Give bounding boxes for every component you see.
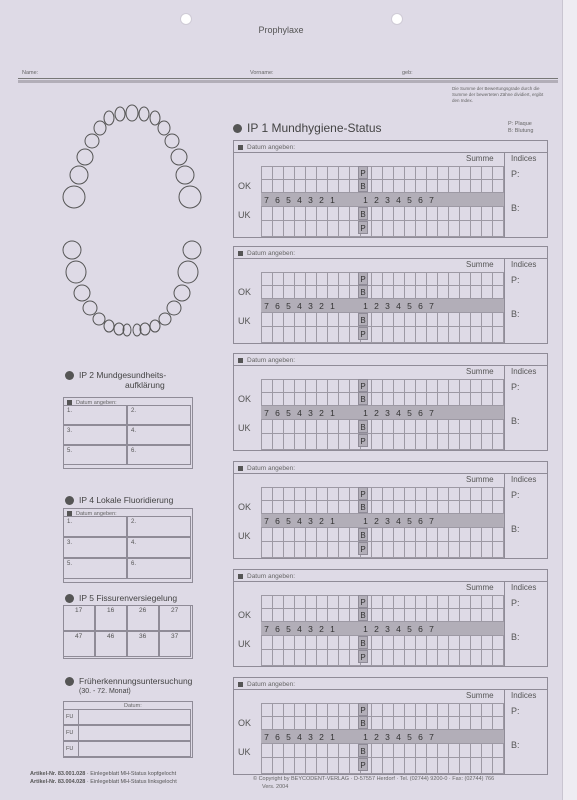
date-cell[interactable] (63, 405, 127, 425)
tooth-number: 7 (264, 731, 269, 742)
cell-number: 3. (67, 540, 73, 546)
tooth-number: 4 (396, 731, 401, 742)
form-title: Prophylaxe (258, 25, 304, 35)
date-cell[interactable] (127, 445, 191, 465)
tooth-number: 1 (363, 515, 368, 526)
tooth-number: 2 (319, 731, 324, 742)
ok-label: OK (238, 718, 252, 728)
footer-version: Vers. 2004 (262, 784, 289, 790)
tooth-number: 5 (407, 731, 412, 742)
tooth-number: 4 (297, 515, 302, 526)
card-header-line (234, 258, 547, 259)
b-index-label: B: (511, 309, 520, 319)
tooth-number: 7 (429, 300, 434, 311)
tooth-number: 3 (308, 731, 313, 742)
tooth-number: 3 (385, 515, 390, 526)
indices-divider (504, 581, 505, 666)
ip4-title: IP 4 Lokale Fluoridierung (65, 495, 173, 505)
grid-row-line (261, 557, 504, 558)
tooth-number: 4 (297, 407, 302, 418)
tooth-label: 46 (107, 633, 115, 640)
tooth-number: 4 (396, 194, 401, 205)
cell-number: 4. (131, 540, 137, 546)
fu-row[interactable] (63, 741, 191, 757)
b-marker-bottom: B (358, 420, 368, 433)
grid-row-line (261, 449, 504, 450)
indices-divider (504, 258, 505, 343)
tooth-number: 6 (275, 731, 280, 742)
tooth-number: 5 (286, 623, 291, 634)
cell-number: 1. (67, 408, 73, 414)
tooth-number: 5 (407, 623, 412, 634)
card-header-line (234, 473, 547, 474)
ok-label: OK (238, 287, 252, 297)
p-marker-top: P (358, 487, 368, 500)
tooth-label: 26 (139, 607, 147, 614)
punch-hole-left (180, 13, 192, 25)
tooth-number: 6 (418, 731, 423, 742)
tooth-number: 4 (297, 623, 302, 634)
tooth-number: 5 (407, 300, 412, 311)
summe-label: Summe (466, 154, 494, 163)
teeth-number-bar (261, 514, 504, 527)
legend-plaque: P: Plaque (508, 121, 532, 127)
tooth-number: 4 (396, 300, 401, 311)
p-marker-top: P (358, 595, 368, 608)
card-header-line (234, 689, 547, 690)
ip5-title: IP 5 Fissurenversiegelung (65, 593, 177, 603)
p-marker-bottom: P (358, 221, 368, 234)
name-line (18, 78, 558, 79)
uk-label: UK (238, 316, 251, 326)
cell-number: 4. (131, 428, 137, 434)
tooth-number: 6 (418, 623, 423, 634)
tooth-number: 1 (330, 300, 335, 311)
tooth-number: 7 (429, 194, 434, 205)
tooth-number: 2 (374, 300, 379, 311)
date-label: Datum angeben: (238, 465, 295, 472)
uk-label: UK (238, 747, 251, 757)
tooth-number: 3 (308, 407, 313, 418)
p-marker-bottom: P (358, 327, 368, 340)
indices-divider (504, 473, 505, 558)
tooth-number: 2 (374, 731, 379, 742)
summe-label: Summe (466, 260, 494, 269)
tooth-number: 2 (374, 194, 379, 205)
card-header-line (234, 152, 547, 153)
tooth-number: 4 (297, 300, 302, 311)
bullet-icon (233, 124, 242, 133)
b-marker-top: B (358, 285, 368, 298)
ok-label: OK (238, 181, 252, 191)
b-marker-bottom: B (358, 744, 368, 757)
tooth-number: 1 (330, 623, 335, 634)
ip2-title: IP 2 Mundgesundheits- aufklärung (65, 370, 166, 390)
b-index-label: B: (511, 203, 520, 213)
tooth-label: 37 (171, 633, 179, 640)
punch-hole-right (391, 13, 403, 25)
summe-label: Summe (466, 691, 494, 700)
cell-number: 1. (67, 519, 73, 525)
ip1-card[interactable] (233, 461, 548, 559)
tooth-number: 6 (275, 407, 280, 418)
dental-chart-icon (52, 100, 212, 340)
card-header-line (234, 365, 547, 366)
b-index-label: B: (511, 524, 520, 534)
date-cell[interactable] (63, 516, 127, 537)
date-label: Datum angeben: (238, 573, 295, 580)
p-marker-bottom: P (358, 650, 368, 663)
tooth-number: 3 (385, 623, 390, 634)
name-label: Name: (22, 70, 39, 76)
fu-title: Früherkennungsuntersuchung (30. - 72. Monat) (65, 677, 192, 696)
tooth-number: 2 (374, 407, 379, 418)
p-marker-bottom: P (358, 542, 368, 555)
ok-label: OK (238, 394, 252, 404)
tooth-number: 6 (275, 194, 280, 205)
indices-divider (504, 365, 505, 450)
teeth-number-bar (261, 193, 504, 206)
indices-divider (504, 152, 505, 237)
tooth-number: 3 (385, 300, 390, 311)
tooth-number: 5 (286, 300, 291, 311)
b-marker-top: B (358, 716, 368, 729)
b-index-label: B: (511, 632, 520, 642)
b-marker-bottom: B (358, 528, 368, 541)
footer-article-2: Artikel-Nr. 83.004.028 · Einlegeblatt MH-Status linksgelocht (30, 779, 177, 785)
p-marker-bottom: P (358, 758, 368, 771)
teeth-number-bar (261, 730, 504, 743)
grid-row-line (261, 236, 504, 237)
date-cell[interactable] (63, 425, 127, 445)
uk-label: UK (238, 210, 251, 220)
tooth-number: 4 (396, 515, 401, 526)
tooth-number: 5 (286, 731, 291, 742)
fu-divider (78, 741, 79, 757)
p-index-label: P: (511, 598, 520, 608)
uk-label: UK (238, 639, 251, 649)
indices-label: Indices (511, 583, 537, 592)
date-cell[interactable] (63, 537, 127, 558)
ok-label: OK (238, 502, 252, 512)
page-edge (562, 0, 577, 800)
card-header-line (234, 581, 547, 582)
tooth-number: 3 (308, 194, 313, 205)
grid-row-line (261, 342, 504, 343)
ok-label: OK (238, 610, 252, 620)
bullet-icon (65, 677, 74, 686)
ip1-title: IP 1 Mundhygiene-Status (233, 121, 382, 135)
date-cell[interactable] (127, 516, 191, 537)
tooth-number: 1 (363, 623, 368, 634)
tooth-number: 1 (363, 731, 368, 742)
p-marker-top: P (358, 272, 368, 285)
tooth-number: 1 (330, 731, 335, 742)
vorname-label: Vorname: (250, 70, 274, 76)
grid-row-line (261, 665, 504, 666)
date-label: Datum angeben: (238, 681, 295, 688)
indices-label: Indices (511, 367, 537, 376)
ip1-card[interactable] (233, 140, 548, 238)
tooth-number: 5 (407, 407, 412, 418)
b-marker-top: B (358, 500, 368, 513)
tooth-label: 27 (171, 607, 179, 614)
tooth-number: 3 (385, 194, 390, 205)
tooth-number: 4 (297, 731, 302, 742)
tooth-number: 7 (429, 623, 434, 634)
cell-number: 2. (131, 408, 137, 414)
date-cell[interactable] (127, 537, 191, 558)
fu-divider (78, 709, 79, 725)
header-band (18, 80, 558, 83)
uk-label: UK (238, 531, 251, 541)
tooth-number: 6 (275, 623, 280, 634)
tooth-number: 3 (385, 731, 390, 742)
tooth-number: 5 (286, 407, 291, 418)
legend-blutung: B: Blutung (508, 128, 534, 134)
tooth-number: 3 (385, 407, 390, 418)
tooth-number: 5 (286, 515, 291, 526)
indices-divider (504, 689, 505, 774)
tooth-number: 2 (374, 515, 379, 526)
tooth-number: 1 (363, 194, 368, 205)
summe-label: Summe (466, 475, 494, 484)
date-label: Datum angeben: (238, 357, 295, 364)
tooth-number: 7 (264, 194, 269, 205)
ip2-date-label: Datum angeben: (67, 400, 117, 406)
fu-row[interactable] (63, 709, 191, 725)
tooth-number: 2 (319, 623, 324, 634)
ip1-card[interactable] (233, 246, 548, 344)
b-marker-bottom: B (358, 207, 368, 220)
tooth-number: 6 (418, 407, 423, 418)
index-note: Die Summe der Bewertungsgrade durch die Summe der bewerteten Zähne dividiert, ergibt den Index. (452, 86, 544, 103)
tooth-number: 3 (308, 623, 313, 634)
date-cell[interactable] (127, 405, 191, 425)
teeth-number-bar (261, 622, 504, 635)
p-index-label: P: (511, 706, 520, 716)
tooth-label: 16 (107, 607, 115, 614)
indices-label: Indices (511, 260, 537, 269)
grid-row-line (261, 773, 504, 774)
tooth-number: 6 (275, 300, 280, 311)
tooth-number: 1 (363, 300, 368, 311)
tooth-number: 6 (418, 300, 423, 311)
fu-row[interactable] (63, 725, 191, 741)
tooth-number: 7 (264, 623, 269, 634)
tooth-number: 4 (396, 623, 401, 634)
tooth-number: 2 (374, 623, 379, 634)
b-index-label: B: (511, 416, 520, 426)
date-label: Datum angeben: (238, 250, 295, 257)
bullet-icon (65, 496, 74, 505)
cell-number: 3. (67, 428, 73, 434)
date-cell[interactable] (127, 558, 191, 579)
uk-label: UK (238, 423, 251, 433)
date-cell[interactable] (63, 558, 127, 579)
tooth-number: 6 (418, 194, 423, 205)
tooth-number: 5 (407, 194, 412, 205)
tooth-number: 5 (286, 194, 291, 205)
fu-datum-label: Datum: (124, 703, 142, 709)
fu-label: FU (66, 714, 74, 720)
fu-label: FU (66, 730, 74, 736)
p-index-label: P: (511, 382, 520, 392)
footer-copyright: © Copyright by BEYCODENT-VERLAG · D-57557 Herdorf · Tel. (02744) 9200-0 · Fax: (02744) 766 (253, 776, 495, 782)
indices-label: Indices (511, 154, 537, 163)
tooth-number: 7 (429, 731, 434, 742)
fu-label: FU (66, 746, 74, 752)
ip1-card[interactable] (233, 677, 548, 775)
date-label: Datum angeben: (238, 144, 295, 151)
tooth-label: 17 (75, 607, 83, 614)
footer-article-1: Artikel-Nr. 83.001.028 · Einlegeblatt MH-Status kopfgelocht (30, 771, 177, 777)
ip1-card[interactable] (233, 353, 548, 451)
bullet-icon (65, 594, 74, 603)
cell-number: 5. (67, 561, 73, 567)
tooth-number: 5 (407, 515, 412, 526)
tooth-number: 3 (308, 515, 313, 526)
tooth-number: 7 (429, 407, 434, 418)
tooth-number: 4 (297, 194, 302, 205)
tooth-number: 2 (319, 300, 324, 311)
tooth-number: 4 (396, 407, 401, 418)
summe-label: Summe (466, 583, 494, 592)
tooth-number: 7 (264, 407, 269, 418)
tooth-number: 7 (264, 515, 269, 526)
bullet-icon (65, 371, 74, 380)
b-marker-bottom: B (358, 313, 368, 326)
tooth-number: 2 (319, 407, 324, 418)
tooth-number: 1 (330, 515, 335, 526)
fu-divider (78, 725, 79, 741)
tooth-number: 1 (330, 407, 335, 418)
p-marker-top: P (358, 703, 368, 716)
tooth-label: 47 (75, 633, 83, 640)
indices-label: Indices (511, 475, 537, 484)
teeth-number-bar (261, 406, 504, 419)
b-marker-top: B (358, 608, 368, 621)
tooth-number: 3 (308, 300, 313, 311)
p-marker-bottom: P (358, 434, 368, 447)
indices-label: Indices (511, 691, 537, 700)
tooth-number: 7 (429, 515, 434, 526)
p-index-label: P: (511, 490, 520, 500)
geb-label: geb: (402, 70, 413, 76)
p-marker-top: P (358, 379, 368, 392)
cell-number: 6. (131, 561, 137, 567)
teeth-number-bar (261, 299, 504, 312)
tooth-number: 7 (264, 300, 269, 311)
p-index-label: P: (511, 275, 520, 285)
ip4-date-label: Datum angeben: (67, 511, 117, 517)
cell-number: 6. (131, 448, 137, 454)
b-marker-top: B (358, 392, 368, 405)
summe-label: Summe (466, 367, 494, 376)
tooth-number: 1 (330, 194, 335, 205)
cell-number: 5. (67, 448, 73, 454)
ip1-card[interactable] (233, 569, 548, 667)
date-cell[interactable] (63, 445, 127, 465)
tooth-label: 36 (139, 633, 147, 640)
cell-number: 2. (131, 519, 137, 525)
p-marker-top: P (358, 166, 368, 179)
tooth-number: 6 (418, 515, 423, 526)
b-marker-top: B (358, 179, 368, 192)
date-cell[interactable] (127, 425, 191, 445)
tooth-number: 1 (363, 407, 368, 418)
p-index-label: P: (511, 169, 520, 179)
tooth-number: 2 (319, 515, 324, 526)
tooth-number: 6 (275, 515, 280, 526)
b-marker-bottom: B (358, 636, 368, 649)
b-index-label: B: (511, 740, 520, 750)
tooth-number: 2 (319, 194, 324, 205)
